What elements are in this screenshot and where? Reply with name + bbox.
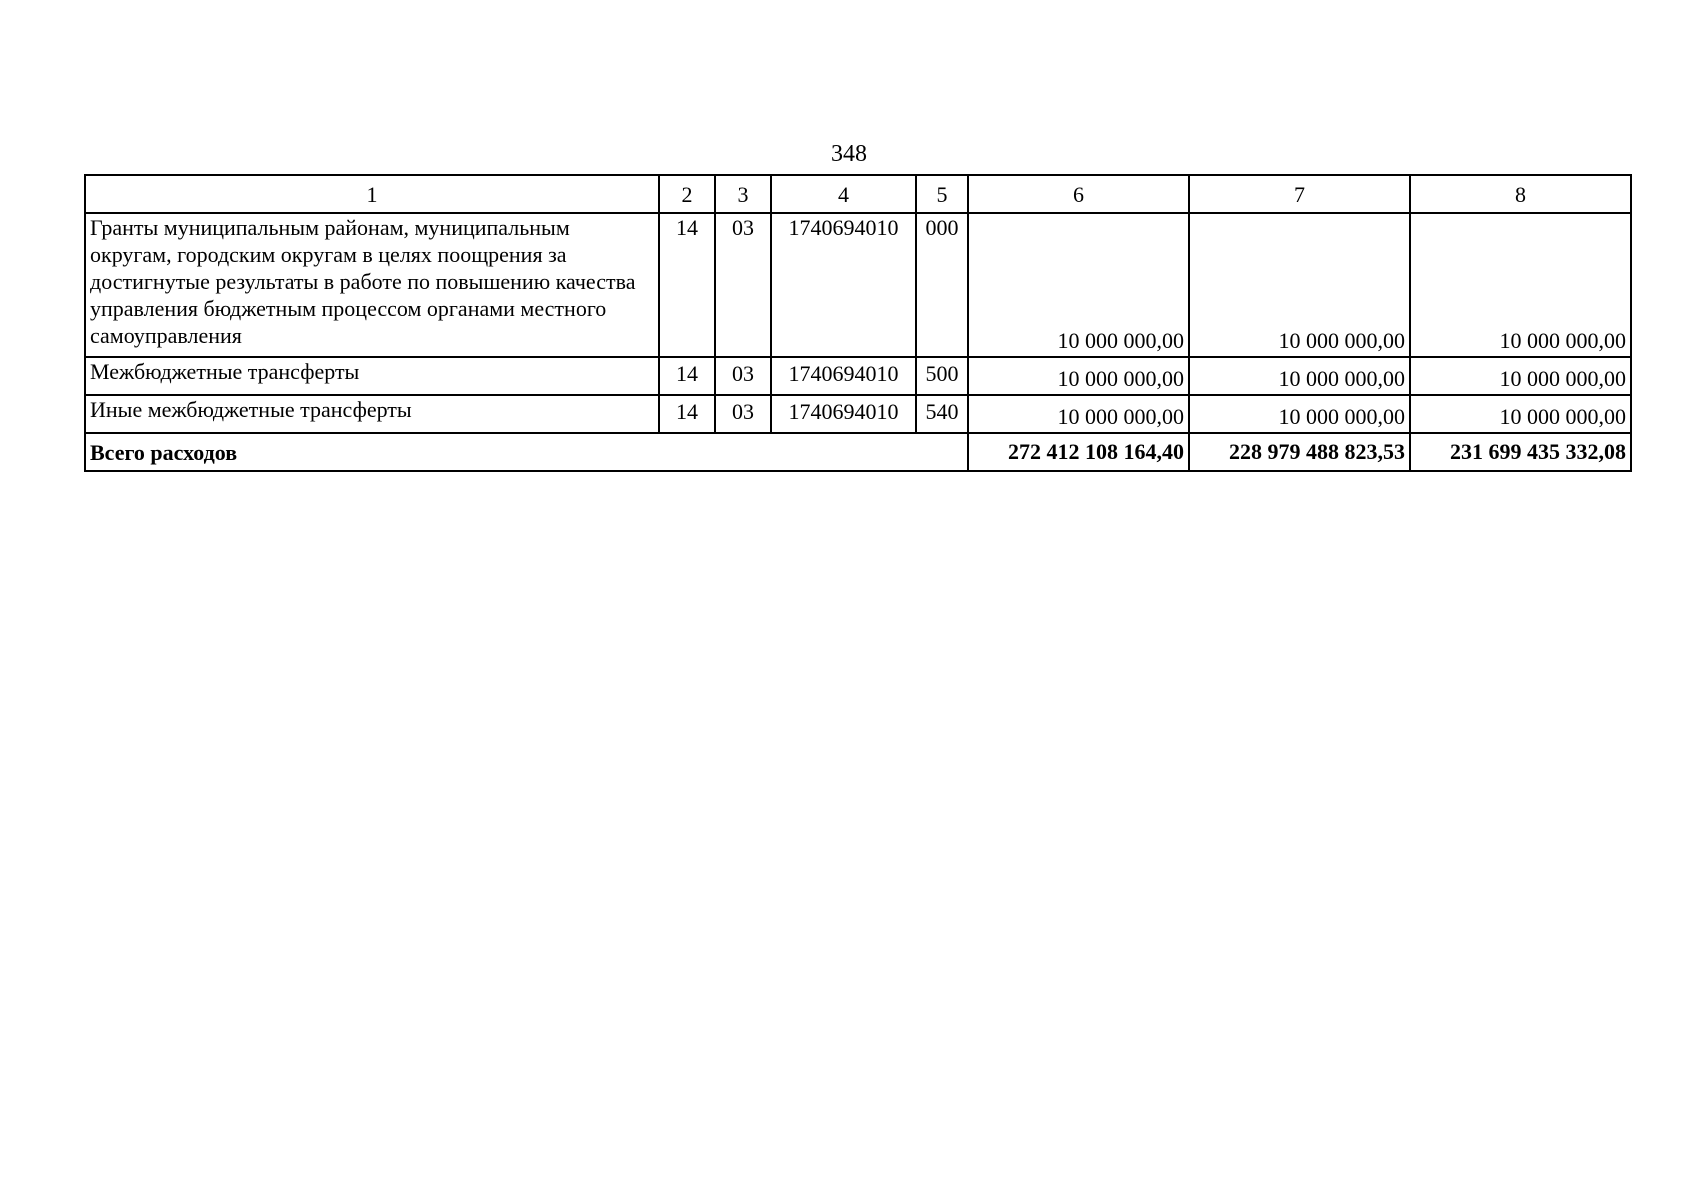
- row-amount-col7: 10 000 000,00: [1189, 213, 1410, 357]
- row-amount-col6: 10 000 000,00: [968, 357, 1189, 395]
- table-row: [85, 357, 1631, 395]
- row-amount-col8: 10 000 000,00: [1410, 357, 1631, 395]
- column-number-1: 1: [85, 175, 659, 213]
- row-amount-col8: 10 000 000,00: [1410, 213, 1631, 357]
- row-expense-type-code: 000: [916, 213, 968, 357]
- budget-table: [84, 174, 1632, 472]
- column-number-row: [85, 175, 1631, 213]
- row-amount-col7: 10 000 000,00: [1189, 357, 1410, 395]
- row-section-code: 14: [659, 213, 715, 357]
- column-number-4: 4: [771, 175, 916, 213]
- row-target-article-code: 1740694010: [771, 357, 916, 395]
- row-amount-col7: 10 000 000,00: [1189, 395, 1410, 433]
- row-expense-type-code: 540: [916, 395, 968, 433]
- column-number-5: 5: [916, 175, 968, 213]
- page-number: 348: [831, 141, 867, 167]
- row-subsection-code: 03: [715, 395, 771, 433]
- row-name: Межбюджетные трансферты: [85, 357, 659, 395]
- column-number-6: 6: [968, 175, 1189, 213]
- total-amount-col8: 231 699 435 332,08: [1410, 433, 1631, 471]
- column-number-7: 7: [1189, 175, 1410, 213]
- row-amount-col8: 10 000 000,00: [1410, 395, 1631, 433]
- row-amount-col6: 10 000 000,00: [968, 213, 1189, 357]
- table-row: [85, 395, 1631, 433]
- column-number-2: 2: [659, 175, 715, 213]
- row-section-code: 14: [659, 395, 715, 433]
- total-label: Всего расходов: [85, 433, 968, 471]
- row-expense-type-code: 500: [916, 357, 968, 395]
- row-subsection-code: 03: [715, 213, 771, 357]
- total-amount-col6: 272 412 108 164,40: [968, 433, 1189, 471]
- row-subsection-code: 03: [715, 357, 771, 395]
- table-row: [85, 213, 1631, 357]
- row-target-article-code: 1740694010: [771, 213, 916, 357]
- row-amount-col6: 10 000 000,00: [968, 395, 1189, 433]
- column-number-3: 3: [715, 175, 771, 213]
- row-target-article-code: 1740694010: [771, 395, 916, 433]
- row-section-code: 14: [659, 357, 715, 395]
- total-row: [85, 433, 1631, 471]
- column-number-8: 8: [1410, 175, 1631, 213]
- total-amount-col7: 228 979 488 823,53: [1189, 433, 1410, 471]
- row-name: Гранты муниципальным районам, муниципальным округам, городским округам в целях поощрения за достигнутые результаты в работе по повышению качества управления бюджетным процессом органами местного самоуправления: [85, 213, 659, 357]
- row-name: Иные межбюджетные трансферты: [85, 395, 659, 433]
